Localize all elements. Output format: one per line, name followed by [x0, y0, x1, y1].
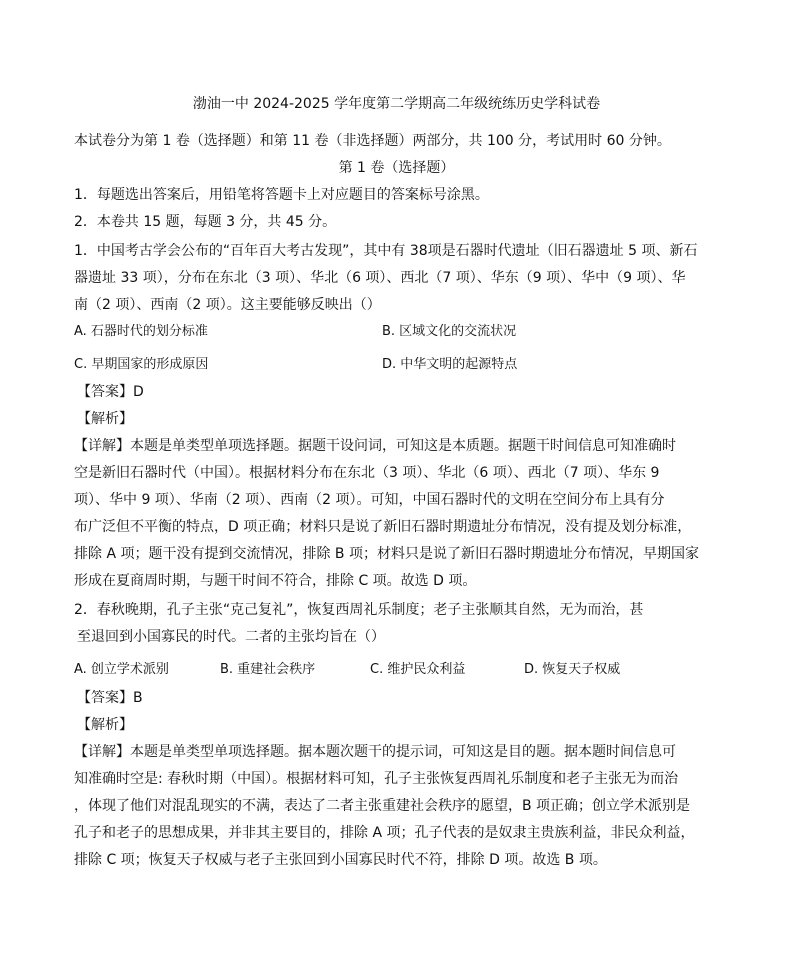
- q2-stem-line: 至退回到小国寡民的时代。二者的主张均旨在（）: [77, 629, 385, 645]
- document-title: 渤油一中 2024-2025 学年度第二学期高二年级统练历史学科试卷: [192, 96, 601, 112]
- q2-stem-line: 2．春秋晚期，孔子主张“克己复礼”，恢复西周礼乐制度；老子主张顺其自然，无为而治，甚: [74, 602, 644, 618]
- q2-option-b: B. 重建社会秩序: [220, 662, 316, 677]
- instruction-1: 1．每题选出答案后，用铅笔将答题卡上对应题目的答案标号涂黑。: [74, 187, 489, 203]
- q1-stem-line: 器遗址 33 项），分布在东北（3 项）、华北（6 项）、西北（7 项）、华东（9 项）、华中（9 项）、华: [74, 270, 686, 286]
- q2-detail-line: 排除 C 项；恢复天子权威与老子主张回到小国寡民时代不符，排除 D 项。故选 B 项。: [74, 852, 607, 868]
- section-title: 第 1 卷（选择题）: [338, 160, 455, 176]
- q1-option-c: C. 早期国家的形成原因: [74, 357, 209, 372]
- q1-stem-line: 1．中国考古学会公布的“百年百大考古发现”，其中有 38项是石器时代遗址（旧石器遗址 5 项、新石: [74, 243, 698, 259]
- q1-option-d: D. 中华文明的起源特点: [382, 357, 518, 372]
- q2-detail-line: 知准确时空是: 春秋时期（中国）。根据材料可知，孔子主张恢复西周礼乐制度和老子主张无为而治: [74, 771, 679, 787]
- q1-detail-line: 形成在夏商周时期，与题干时间不符合，排除 C 项。故选 D 项。: [74, 573, 477, 589]
- q1-option-a: A. 石器时代的划分标准: [74, 324, 208, 339]
- q2-option-c: C. 维护民众利益: [370, 662, 466, 677]
- q1-detail-line: 【详解】本题是单类型单项选择题。据题干设问词，可知这是本质题。据题干时间信息可知准确时: [74, 438, 676, 454]
- q2-answer: 【答案】B: [77, 690, 143, 706]
- q1-answer: 【答案】D: [77, 384, 144, 400]
- q1-detail-line: 布广泛但不平衡的特点，D 项正确；材料只是说了新旧石器时期遗址分布情况，没有提及划分标准，: [74, 519, 692, 535]
- q1-detail-line: 项）、华中 9 项）、华南（2 项）、西南（2 项）。可知，中国石器时代的文明在空间分布上具有分: [74, 492, 665, 508]
- q2-detail-line: ，体现了他们对混乱现实的不满，表达了二者主张重建社会秩序的愿望，B 项正确；创立学术派别是: [74, 798, 691, 814]
- q1-analysis-label: 【解析】: [77, 411, 133, 427]
- q2-detail-line: 孔子和老子的思想成果，并非其主要目的，排除 A 项；孔子代表的是奴隶主贵族利益，非民众利益，: [74, 825, 695, 841]
- exam-intro: 本试卷分为第 1 卷（选择题）和第 11 卷（非选择题）两部分，共 100 分，考试用时 60 分钟。: [74, 133, 671, 149]
- q1-detail-line: 排除 A 项；题干没有提到交流情况，排除 B 项；材料只是说了新旧石器时期遗址分布情况，早期国家: [74, 546, 699, 562]
- q2-option-d: D. 恢复天子权威: [524, 662, 621, 677]
- q1-stem-line: 南（2 项）、西南（2 项）。这主要能够反映出（）: [74, 297, 381, 313]
- q1-detail-line: 空是新旧石器时代（中国）。根据材料分布在东北（3 项）、华北（6 项）、西北（7 项）、华东 9: [74, 465, 660, 481]
- instruction-2: 2．本卷共 15 题，每题 3 分，共 45 分。: [74, 214, 337, 230]
- q2-option-a: A. 创立学术派别: [74, 662, 169, 677]
- q1-option-b: B. 区域文化的交流状况: [382, 324, 517, 339]
- q2-detail-line: 【详解】本题是单类型单项选择题。据本题次题干的提示词，可知这是目的题。据本题时间信息可: [74, 744, 676, 760]
- q2-analysis-label: 【解析】: [77, 717, 133, 733]
